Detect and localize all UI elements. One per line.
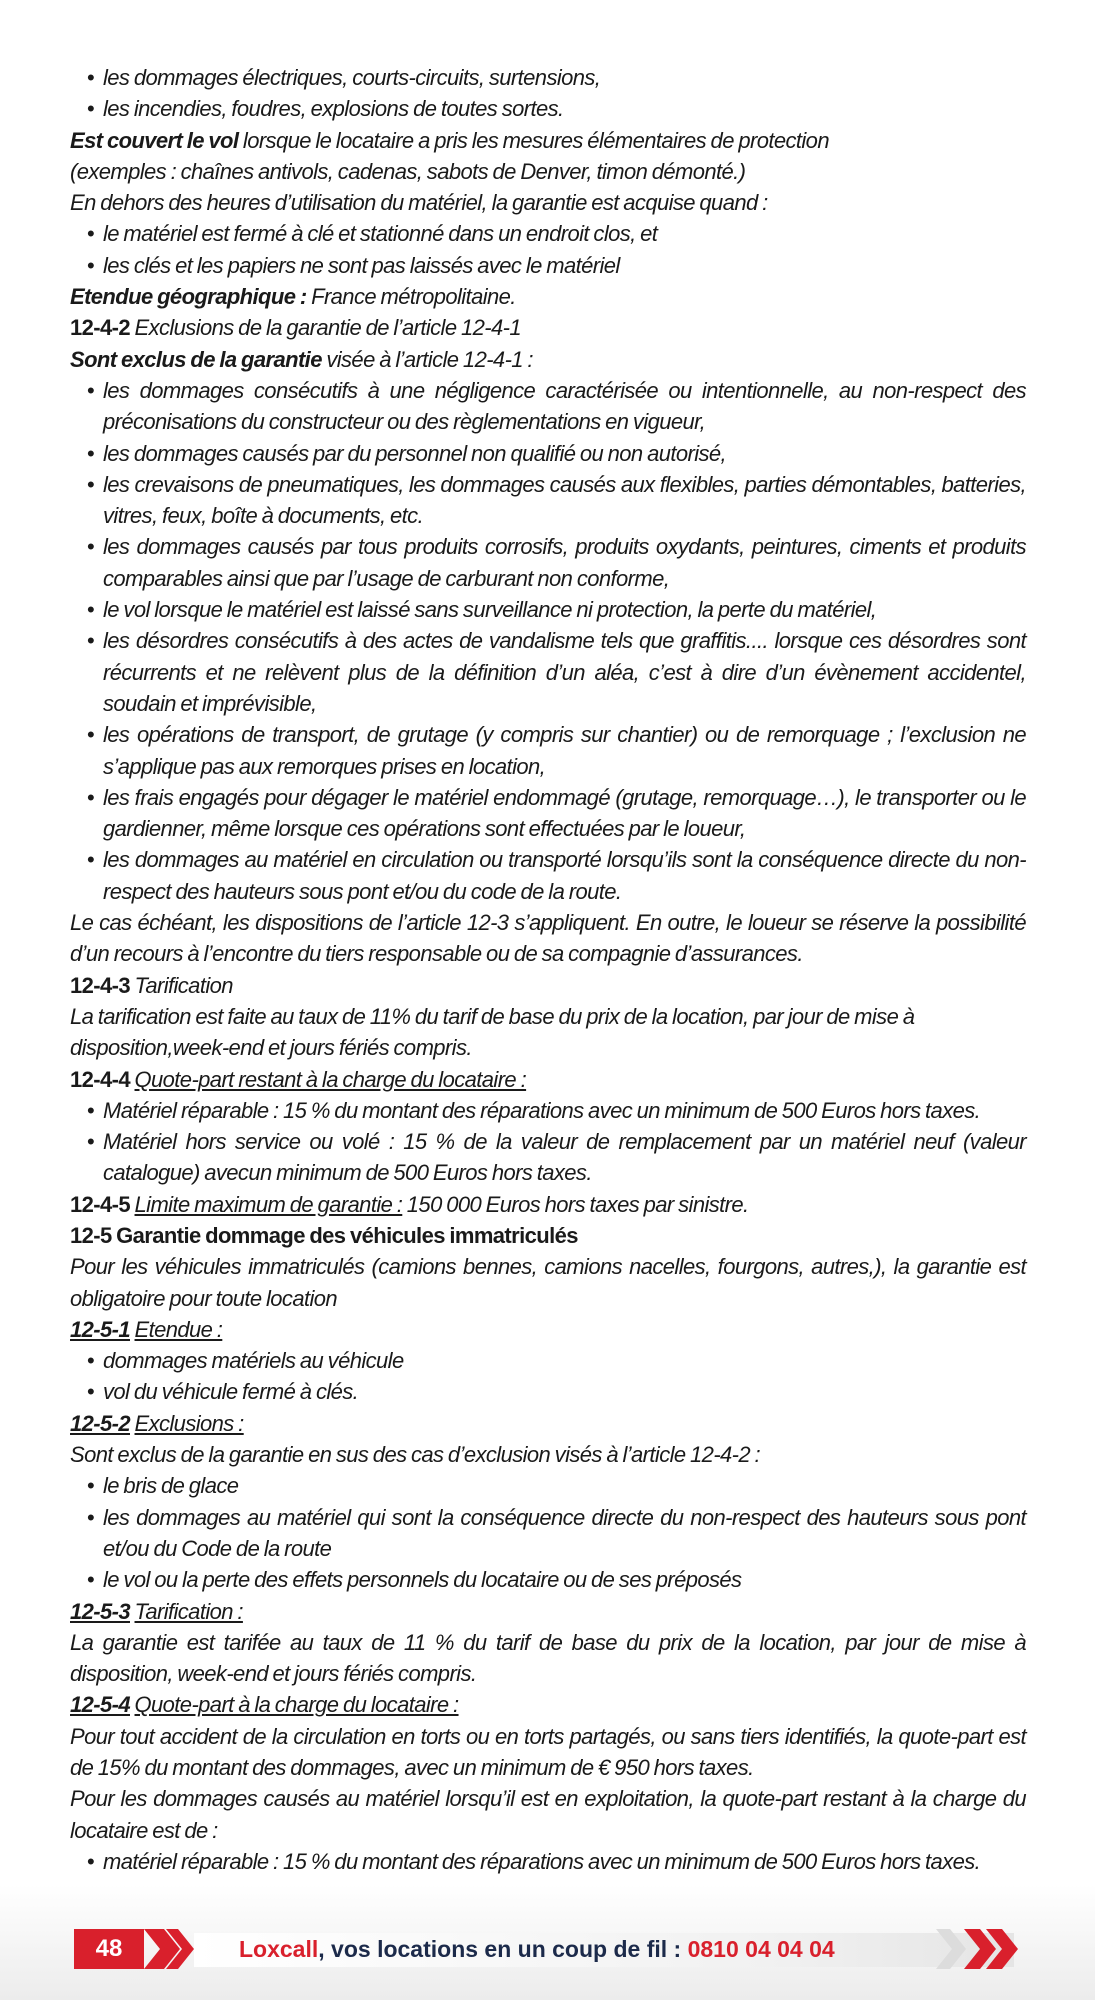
- page-footer: [74, 1929, 1024, 1971]
- text-run: vol du véhicule fermé à clés.: [103, 1379, 359, 1405]
- text-run: 12-5-2: [70, 1410, 130, 1436]
- bullet-item: [70, 375, 1026, 438]
- paragraph: [70, 1064, 1026, 1095]
- paragraph: [70, 1439, 1026, 1470]
- paragraph: [70, 1596, 1026, 1627]
- paragraph: [70, 125, 1026, 156]
- paragraph: [70, 312, 1026, 343]
- paragraph: [70, 1251, 1026, 1314]
- text-run: Sont exclus de la garantie: [70, 346, 322, 372]
- bullet-item: [70, 1345, 1026, 1376]
- bullet-item: [70, 844, 1026, 907]
- bullet-item: [70, 250, 1026, 281]
- text-run: les dommages causés par du personnel non qualifié ou non autorisé,: [103, 440, 727, 466]
- bullet-item: [70, 1502, 1026, 1565]
- bullet-item: [70, 62, 1026, 93]
- page-number: 48: [74, 1929, 144, 1969]
- paragraph: [70, 907, 1026, 970]
- text-run: 12-4-4: [70, 1066, 130, 1092]
- text-run: 12-4-5: [70, 1191, 130, 1217]
- paragraph: [70, 1001, 1026, 1064]
- text-run: Pour tout accident de la circulation en torts ou en torts partagés, ou sans tiers identifiés, la quote-part est de 15% du montant des dommages, avec un minimum de € 950 hors taxes.: [70, 1723, 1026, 1781]
- text-run: les dommages causés par tous produits corrosifs, produits oxydants, peintures, ciments et produits comparables ainsi que par l’usage de carburant non conforme,: [103, 534, 1026, 591]
- text-run: les clés et les papiers ne sont pas laissés avec le matériel: [103, 252, 620, 278]
- text-run: En dehors des heures d’utilisation du matériel, la garantie est acquise quand :: [70, 190, 768, 216]
- text-run: 12-5 Garantie dommage des véhicules immatriculés: [70, 1222, 578, 1248]
- paragraph: [70, 1220, 1026, 1251]
- text-run: le vol ou la perte des effets personnels du locataire ou de ses préposés: [103, 1567, 742, 1593]
- bullet-item: [70, 625, 1026, 719]
- text-run: les crevaisons de pneumatiques, les dommages causés aux flexibles, parties démontables, batteries, vitres, feux, boîte à documents, etc.: [103, 471, 1026, 529]
- text-run: 12-4-2: [70, 315, 130, 341]
- paragraph: [70, 1627, 1026, 1690]
- bullet-item: [70, 1095, 1026, 1126]
- paragraph: [70, 1408, 1026, 1439]
- paragraph: [70, 1314, 1026, 1345]
- paragraph: [70, 344, 1026, 375]
- text-run: Limite maximum de garantie :: [134, 1191, 403, 1217]
- bullet-item: [70, 1564, 1026, 1595]
- text-run: Tarification :: [134, 1598, 243, 1624]
- bullet-item: [70, 1126, 1026, 1189]
- bullet-item: [70, 93, 1026, 124]
- text-run: le matériel est fermé à clé et stationné dans un endroit clos, et: [103, 221, 658, 247]
- text-run: 150 000 Euros hors taxes par sinistre.: [402, 1191, 749, 1217]
- paragraph: [70, 970, 1026, 1001]
- bullet-item: [70, 719, 1026, 782]
- text-run: les dommages au matériel en circulation ou transporté lorsqu’ils sont la conséquence directe du non-respect des hauteurs sous pont et/ou du code de la route.: [103, 847, 1026, 904]
- text-run: les incendies, foudres, explosions de toutes sortes.: [103, 96, 564, 122]
- text-run: Tarification: [130, 972, 233, 998]
- bullet-item: [70, 438, 1026, 469]
- text-run: (exemples : chaînes antivols, cadenas, sabots de Denver, timon démonté.): [70, 158, 746, 184]
- text-run: France métropolitaine.: [306, 284, 516, 310]
- text-run: les frais engagés pour dégager le matériel endommagé (grutage, remorquage…), le transporter ou le gardienner, même lorsque ces opérations sont effectuées par le loueur,: [103, 784, 1026, 842]
- text-run: les dommages au matériel qui sont la conséquence directe du non-respect des hauteurs sous pont et/ou du Code de la route: [103, 1504, 1026, 1561]
- bullet-item: [70, 218, 1026, 249]
- text-run: Etendue géographique :: [70, 284, 307, 310]
- text-run: Quote-part à la charge du locataire :: [134, 1692, 459, 1718]
- footer-text: [239, 1929, 835, 1969]
- paragraph: [70, 156, 1026, 187]
- document-body: [70, 62, 1026, 1877]
- bullet-item: [70, 594, 1026, 625]
- text-run: La garantie est tarifée au taux de 11 % du tarif de base du prix de la location, par jour de mise à disposition, week-end et jours fériés compris.: [70, 1629, 1026, 1687]
- text-run: les désordres consécutifs à des actes de vandalisme tels que graffitis.... lorsque ces désordres sont récurrents et ne relèvent plus de la définition d’un aléa, c’est à dire d’un évènement accidentel, soudain et imprévisible,: [103, 628, 1026, 716]
- text-run: Matériel hors service ou volé : 15 % de la valeur de remplacement par un matériel neuf (valeur catalogue) avecun minimum de 500 Euros hors taxes.: [103, 1129, 1026, 1186]
- bullet-item: [70, 1376, 1026, 1407]
- text-run: Matériel réparable : 15 % du montant des réparations avec un minimum de 500 Euros hors taxes.: [103, 1097, 981, 1123]
- paragraph: [70, 1189, 1026, 1220]
- bullet-item: [70, 469, 1026, 532]
- text-run: Est couvert le vol: [70, 127, 239, 153]
- text-run: les opérations de transport, de grutage (y compris sur chantier) ou de remorquage ; l’exclusion ne s’applique pas aux remorques prises en location,: [103, 722, 1026, 779]
- text-run: 12-4-3: [70, 972, 130, 998]
- chevron-right-icon: [140, 1929, 200, 1969]
- text-run: matériel réparable : 15 % du montant des réparations avec un minimum de 500 Euros hors taxes.: [103, 1848, 981, 1874]
- footer-tagline: , vos locations en un coup de fil :: [318, 1936, 688, 1962]
- text-run: les dommages électriques, courts-circuits, surtensions,: [103, 65, 601, 90]
- text-run: Sont exclus de la garantie en sus des cas d’exclusion visés à l’article 12-4-2 :: [70, 1442, 761, 1468]
- text-run: Exclusions de la garantie de l’article 12-4-1: [130, 315, 521, 341]
- text-run: visée à l’article 12-4-1 :: [321, 346, 533, 372]
- text-run: le vol lorsque le matériel est laissé sans surveillance ni protection, la perte du matériel,: [103, 597, 877, 623]
- paragraph: [70, 1783, 1026, 1846]
- text-run: lorsque le locataire a pris les mesures élémentaires de protection: [238, 127, 829, 153]
- paragraph: [70, 281, 1026, 312]
- text-run: 12-5-1: [70, 1316, 130, 1342]
- text-run: dommages matériels au véhicule: [103, 1348, 404, 1374]
- text-run: Le cas échéant, les dispositions de l’article 12-3 s’appliquent. En outre, le loueur se réserve la possibilité d’un recours à l’encontre du tiers responsable ou de sa compagnie d’assurances.: [70, 910, 1026, 967]
- double-chevron-right-icon: [962, 1929, 1024, 1969]
- text-run: Exclusions :: [134, 1410, 244, 1436]
- paragraph: [70, 1721, 1026, 1784]
- text-run: 12-5-3: [70, 1598, 130, 1624]
- text-run: 12-5-4: [70, 1692, 130, 1718]
- text-run: les dommages consécutifs à une négligence caractérisée ou intentionnelle, au non-respect des préconisations du constructeur ou des règlementations en vigueur,: [103, 377, 1026, 435]
- text-run: Etendue :: [134, 1316, 223, 1342]
- phone-number[interactable]: 0810 04 04 04: [687, 1936, 835, 1962]
- bullet-item: [70, 531, 1026, 594]
- paragraph: [70, 187, 1026, 218]
- text-run: Pour les véhicules immatriculés (camions bennes, camions nacelles, fourgons, autres,), la garantie est obligatoire pour toute location: [70, 1254, 1026, 1311]
- text-run: le bris de glace: [103, 1473, 239, 1499]
- bullet-item: [70, 1470, 1026, 1501]
- text-run: Quote-part restant à la charge du locataire :: [134, 1066, 527, 1092]
- text-run: La tarification est faite au taux de 11% du tarif de base du prix de la location, par jour de mise à disposition,week-end et jours fériés compris.: [70, 1003, 915, 1061]
- text-run: Pour les dommages causés au matériel lorsqu’il est en exploitation, la quote-part restant à la charge du locataire est de :: [70, 1786, 1026, 1843]
- paragraph: [70, 1689, 1026, 1720]
- bullet-item: [70, 1846, 1026, 1877]
- bullet-item: [70, 782, 1026, 845]
- brand-name: Loxcall: [239, 1936, 319, 1962]
